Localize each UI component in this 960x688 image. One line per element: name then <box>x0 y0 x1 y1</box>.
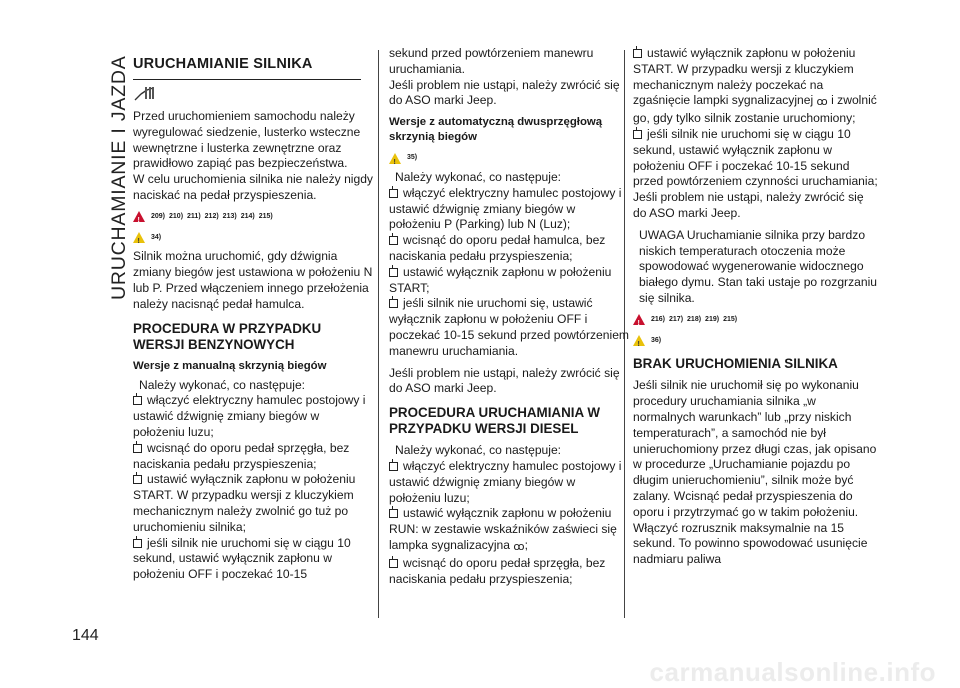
bullet-icon <box>389 559 398 568</box>
warning-triangle-icon <box>633 314 645 325</box>
section-title: URUCHAMIANIE SILNIKA <box>133 56 313 72</box>
lead-text: Należy wykonać, co następuje: <box>139 377 306 392</box>
intro-text: W celu uruchomienia silnika nie należy nigdy naciskać na pedał przyspieszenia. <box>133 172 373 202</box>
list-item: ustawić wyłącznik zapłonu w położeniu RUN: w zestawie wskaźników zaświeci się lampka sygnalizacyjna ꝏ; <box>389 506 629 555</box>
list-item: ustawić wyłącznik zapłonu w położeniu START. W przypadku wersji z kluczykiem mechanicznym należy zwolnić go tuż po uruchomieniu silnika; <box>133 472 356 534</box>
paragraph: Jeśli problem nie ustąpi, należy zwrócić się do ASO marki Jeep. <box>389 77 620 108</box>
bullet-icon <box>133 444 142 453</box>
list-item: wcisnąć do oporu pedał sprzęgła, bez naciskania pedału przyspieszenia; <box>133 440 350 471</box>
page-number: 144 <box>72 627 99 644</box>
list-item: wcisnąć do oporu pedał hamulca, bez naciskania pedału przyspieszenia; <box>389 233 606 263</box>
list-item: włączyć elektryczny hamulec postojowy i ustawić dźwignię zmiany biegów w położeniu luzu; <box>133 393 366 439</box>
bullet-icon <box>633 130 642 139</box>
note-paragraph: UWAGA Uruchamianie silnika przy bardzo niskich temperaturach otoczenia może spowodować wygenerowanie widocznego białego dymu. Stan taki ustaje po rozgrzaniu się silnika. <box>639 227 877 305</box>
bullet-icon <box>389 236 398 245</box>
list-item: ustawić wyłącznik zapłonu w położeniu START; <box>389 264 612 295</box>
caution-triangle-icon <box>133 232 145 243</box>
lead-text: Należy wykonać, co następuje: <box>395 169 562 184</box>
section-heading: PROCEDURA W PRZYPADKU WERSJI BENZYNOWYCH <box>133 320 322 352</box>
warning-refs: ! 209) 210) 211) 212) 213) 214) 215) <box>133 209 373 225</box>
gearshift-icon <box>133 86 373 104</box>
list-item: włączyć elektryczny hamulec postojowy i ustawić dźwignię zmiany biegów w położeniu P (Parking) lub N (Luz); <box>389 185 622 232</box>
intro-text: Przed uruchomieniem samochodu należy wyregulować siedzenie, lusterko wsteczne wewnętrzne i lusterka zewnętrzne oraz prawidłowo zapiąć pas bezpieczeństwa. <box>133 109 361 171</box>
column-divider <box>378 50 379 618</box>
warning-triangle-icon <box>133 211 145 222</box>
column-2 <box>389 46 629 587</box>
caution-triangle-icon <box>633 335 645 346</box>
subsection-heading: Wersje z manualną skrzynią biegów <box>133 359 327 372</box>
section-heading: BRAK URUCHOMIENIA SILNIKA <box>633 356 838 372</box>
paragraph: Jeśli problem nie ustąpi, należy zwrócić się do ASO marki Jeep. <box>633 190 864 220</box>
paragraph: Jeśli problem nie ustąpi, należy zwrócić się do ASO marki Jeep. <box>389 365 620 396</box>
bullet-icon <box>633 49 642 58</box>
list-item: ustawić wyłącznik zapłonu w położeniu START. W przypadku wersji z kluczykiem mechanicznym należy poczekać na zgaśnięcie lampki sygnalizacyjnej ꝏ i zwolnić go, gdy tylko silnik zostanie uruchomiony; <box>633 46 877 126</box>
list-item: jeśli silnik nie uruchomi się, ustawić wyłącznik zapłonu w położeniu OFF i poczekać 10-15 sekund przed powtórzeniem manewru uruchamiania. <box>389 296 629 358</box>
note-ref: ! 36) <box>633 333 879 349</box>
list-item: włączyć elektryczny hamulec postojowy i ustawić dźwignię zmiany biegów w położeniu luzu; <box>389 458 622 505</box>
bullet-icon <box>133 396 142 405</box>
section-heading: PROCEDURA URUCHAMIANIA W PRZYPADKU WERSJI DIESEL <box>389 405 601 437</box>
bullet-icon <box>389 189 398 198</box>
bullet-icon <box>133 539 142 548</box>
subsection-heading: Wersje z automatyczną dwusprzęgłową skrzynią biegów <box>389 116 603 144</box>
paragraph: Jeśli silnik nie uruchomił się po wykonaniu procedury uruchamiania silnika „w normalnych warunkach” lub „przy niskich temperaturach”, a samochód nie był unieruchomiony przez długi czas, jak opisano w procedurze „Uruchamianie pojazdu po długim unieruchomieniu”, silnik może być zalany. Wcisnąć pedał przyspieszenia do oporu i przytrzymać go w takim położeniu. Włączyć rozrusznik maksymalnie na 15 sekund. To powinno spowodować usunięcie nadmiaru paliwa <box>633 378 877 567</box>
lead-text: Należy wykonać, co następuje: <box>395 443 562 458</box>
column-3 <box>633 46 879 568</box>
note-ref: ! 34) <box>133 230 373 246</box>
list-item: jeśli silnik nie uruchomi się w ciągu 10 sekund, ustawić wyłącznik zapłonu w położeniu OFF i poczekać 10-15 <box>133 535 351 582</box>
bullet-icon <box>389 462 398 471</box>
glow-plug-icon: ꝏ <box>513 540 525 553</box>
column-1 <box>133 46 373 583</box>
glow-plug-icon: ꝏ <box>816 96 828 109</box>
paragraph: sekund przed powtórzeniem manewru uruchamiania. <box>389 46 594 76</box>
list-item: jeśli silnik nie uruchomi się w ciągu 10 sekund, ustawić wyłącznik zapłonu w położeniu OFF i poczekać 10-15 sekund przed powtórzeniem czynności uruchamiania; <box>633 126 878 189</box>
note-ref: ! 35) <box>389 150 629 166</box>
bullet-icon <box>389 509 398 518</box>
bullet-icon <box>389 299 398 308</box>
bullet-icon <box>133 475 142 484</box>
bullet-icon <box>389 268 398 277</box>
watermark: carmanualsonline.info <box>649 657 936 687</box>
warning-refs: ! 216) 217) 218) 219) 215) <box>633 312 879 328</box>
title-underline <box>133 79 361 80</box>
paragraph: Silnik można uruchomić, gdy dźwignia zmiany biegów jest ustawiona w położeniu N lub P. Przed włączeniem innego przełożenia należy nacisnąć pedał hamulca. <box>133 249 373 311</box>
caution-triangle-icon <box>389 153 401 164</box>
side-section-title: URUCHAMIANIE I JAZDA <box>108 55 130 300</box>
list-item: wcisnąć do oporu pedał sprzęgła, bez naciskania pedału przyspieszenia; <box>389 555 606 586</box>
